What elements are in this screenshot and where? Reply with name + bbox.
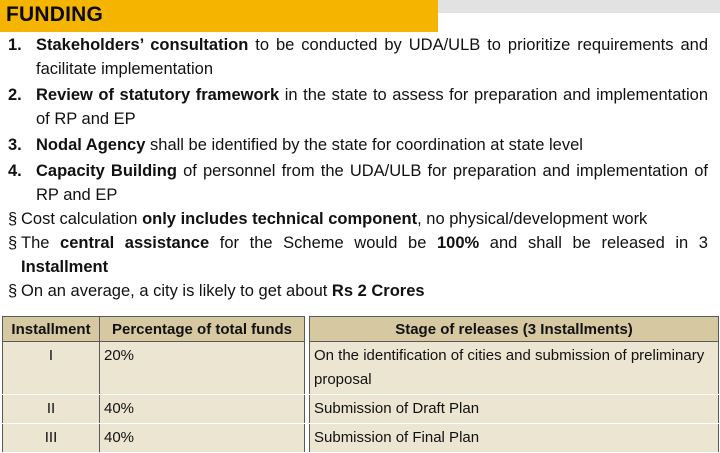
- item-bold: Capacity Building: [36, 162, 177, 180]
- item-number: 4.: [8, 162, 22, 180]
- cell-percentage: 20%: [100, 342, 305, 395]
- cell-installment: II: [3, 395, 100, 424]
- bullet-text: Cost calculation: [21, 210, 143, 228]
- table-row: [3, 342, 719, 395]
- cell-stage: On the identification of cities and submission of preliminary proposal: [310, 342, 719, 395]
- list-item: [8, 159, 708, 207]
- cell-stage: Submission of Draft Plan: [310, 395, 719, 424]
- bullet-bold: Installment: [21, 258, 109, 276]
- bullet-marker: §: [8, 282, 18, 300]
- item-number: 1.: [8, 36, 22, 54]
- cell-percentage: 40%: [100, 424, 305, 453]
- list-item: [8, 33, 708, 81]
- bullet-item: [8, 279, 708, 303]
- item-text: shall be identified by the state for coordination at state level: [150, 136, 583, 154]
- bullet-bold: only includes technical component: [142, 210, 418, 228]
- list-item: [8, 133, 708, 157]
- bullet-bold: Rs 2 Crores: [331, 282, 425, 300]
- bullet-text: The: [21, 234, 61, 252]
- table-row: [3, 395, 719, 424]
- item-text: in the state to assess for preparation and implementation of RP and EP: [36, 86, 708, 128]
- bullet-marker: §: [8, 234, 18, 252]
- item-bold: Review of statutory framework: [36, 86, 280, 104]
- bullet-bold: central assistance: [60, 234, 210, 252]
- cell-stage: Submission of Final Plan: [310, 424, 719, 453]
- bullet-text: for the Scheme would be: [209, 234, 437, 252]
- column-header: Stage of releases (3 Installments): [310, 317, 719, 342]
- bullet-bold: 100%: [437, 234, 480, 252]
- item-number: 3.: [8, 136, 22, 154]
- bullet-marker: §: [8, 210, 18, 228]
- item-bold: Stakeholders’ consultation: [36, 36, 249, 54]
- cell-installment: I: [3, 342, 100, 395]
- item-text: to be conducted by UDA/ULB to prioritize requirements and facilitate implementation: [36, 36, 708, 78]
- bullet-item: [8, 207, 708, 231]
- bullet-item: [8, 231, 708, 279]
- column-header: Installment: [3, 317, 100, 342]
- page-title: FUNDING: [6, 3, 104, 26]
- title-bar-extension: [438, 0, 720, 13]
- bullet-line: [21, 231, 708, 255]
- item-bold: Nodal Agency: [36, 136, 146, 154]
- item-text: of personnel from the UDA/ULB for preparation and implementation of RP and EP: [36, 162, 708, 204]
- list-item: [8, 83, 708, 131]
- cell-installment: III: [3, 424, 100, 453]
- bullet-text: On an average, a city is likely to get about: [21, 282, 332, 300]
- table-header-row: [3, 317, 719, 342]
- content-list: [8, 33, 708, 303]
- cell-percentage: 40%: [100, 395, 305, 424]
- table-row: [3, 424, 719, 453]
- item-number: 2.: [8, 86, 22, 104]
- bullet-text: and shall be released in 3: [479, 234, 708, 252]
- bullet-text: , no physical/development work: [417, 210, 648, 228]
- funding-table: [2, 316, 719, 453]
- column-header: Percentage of total funds: [100, 317, 305, 342]
